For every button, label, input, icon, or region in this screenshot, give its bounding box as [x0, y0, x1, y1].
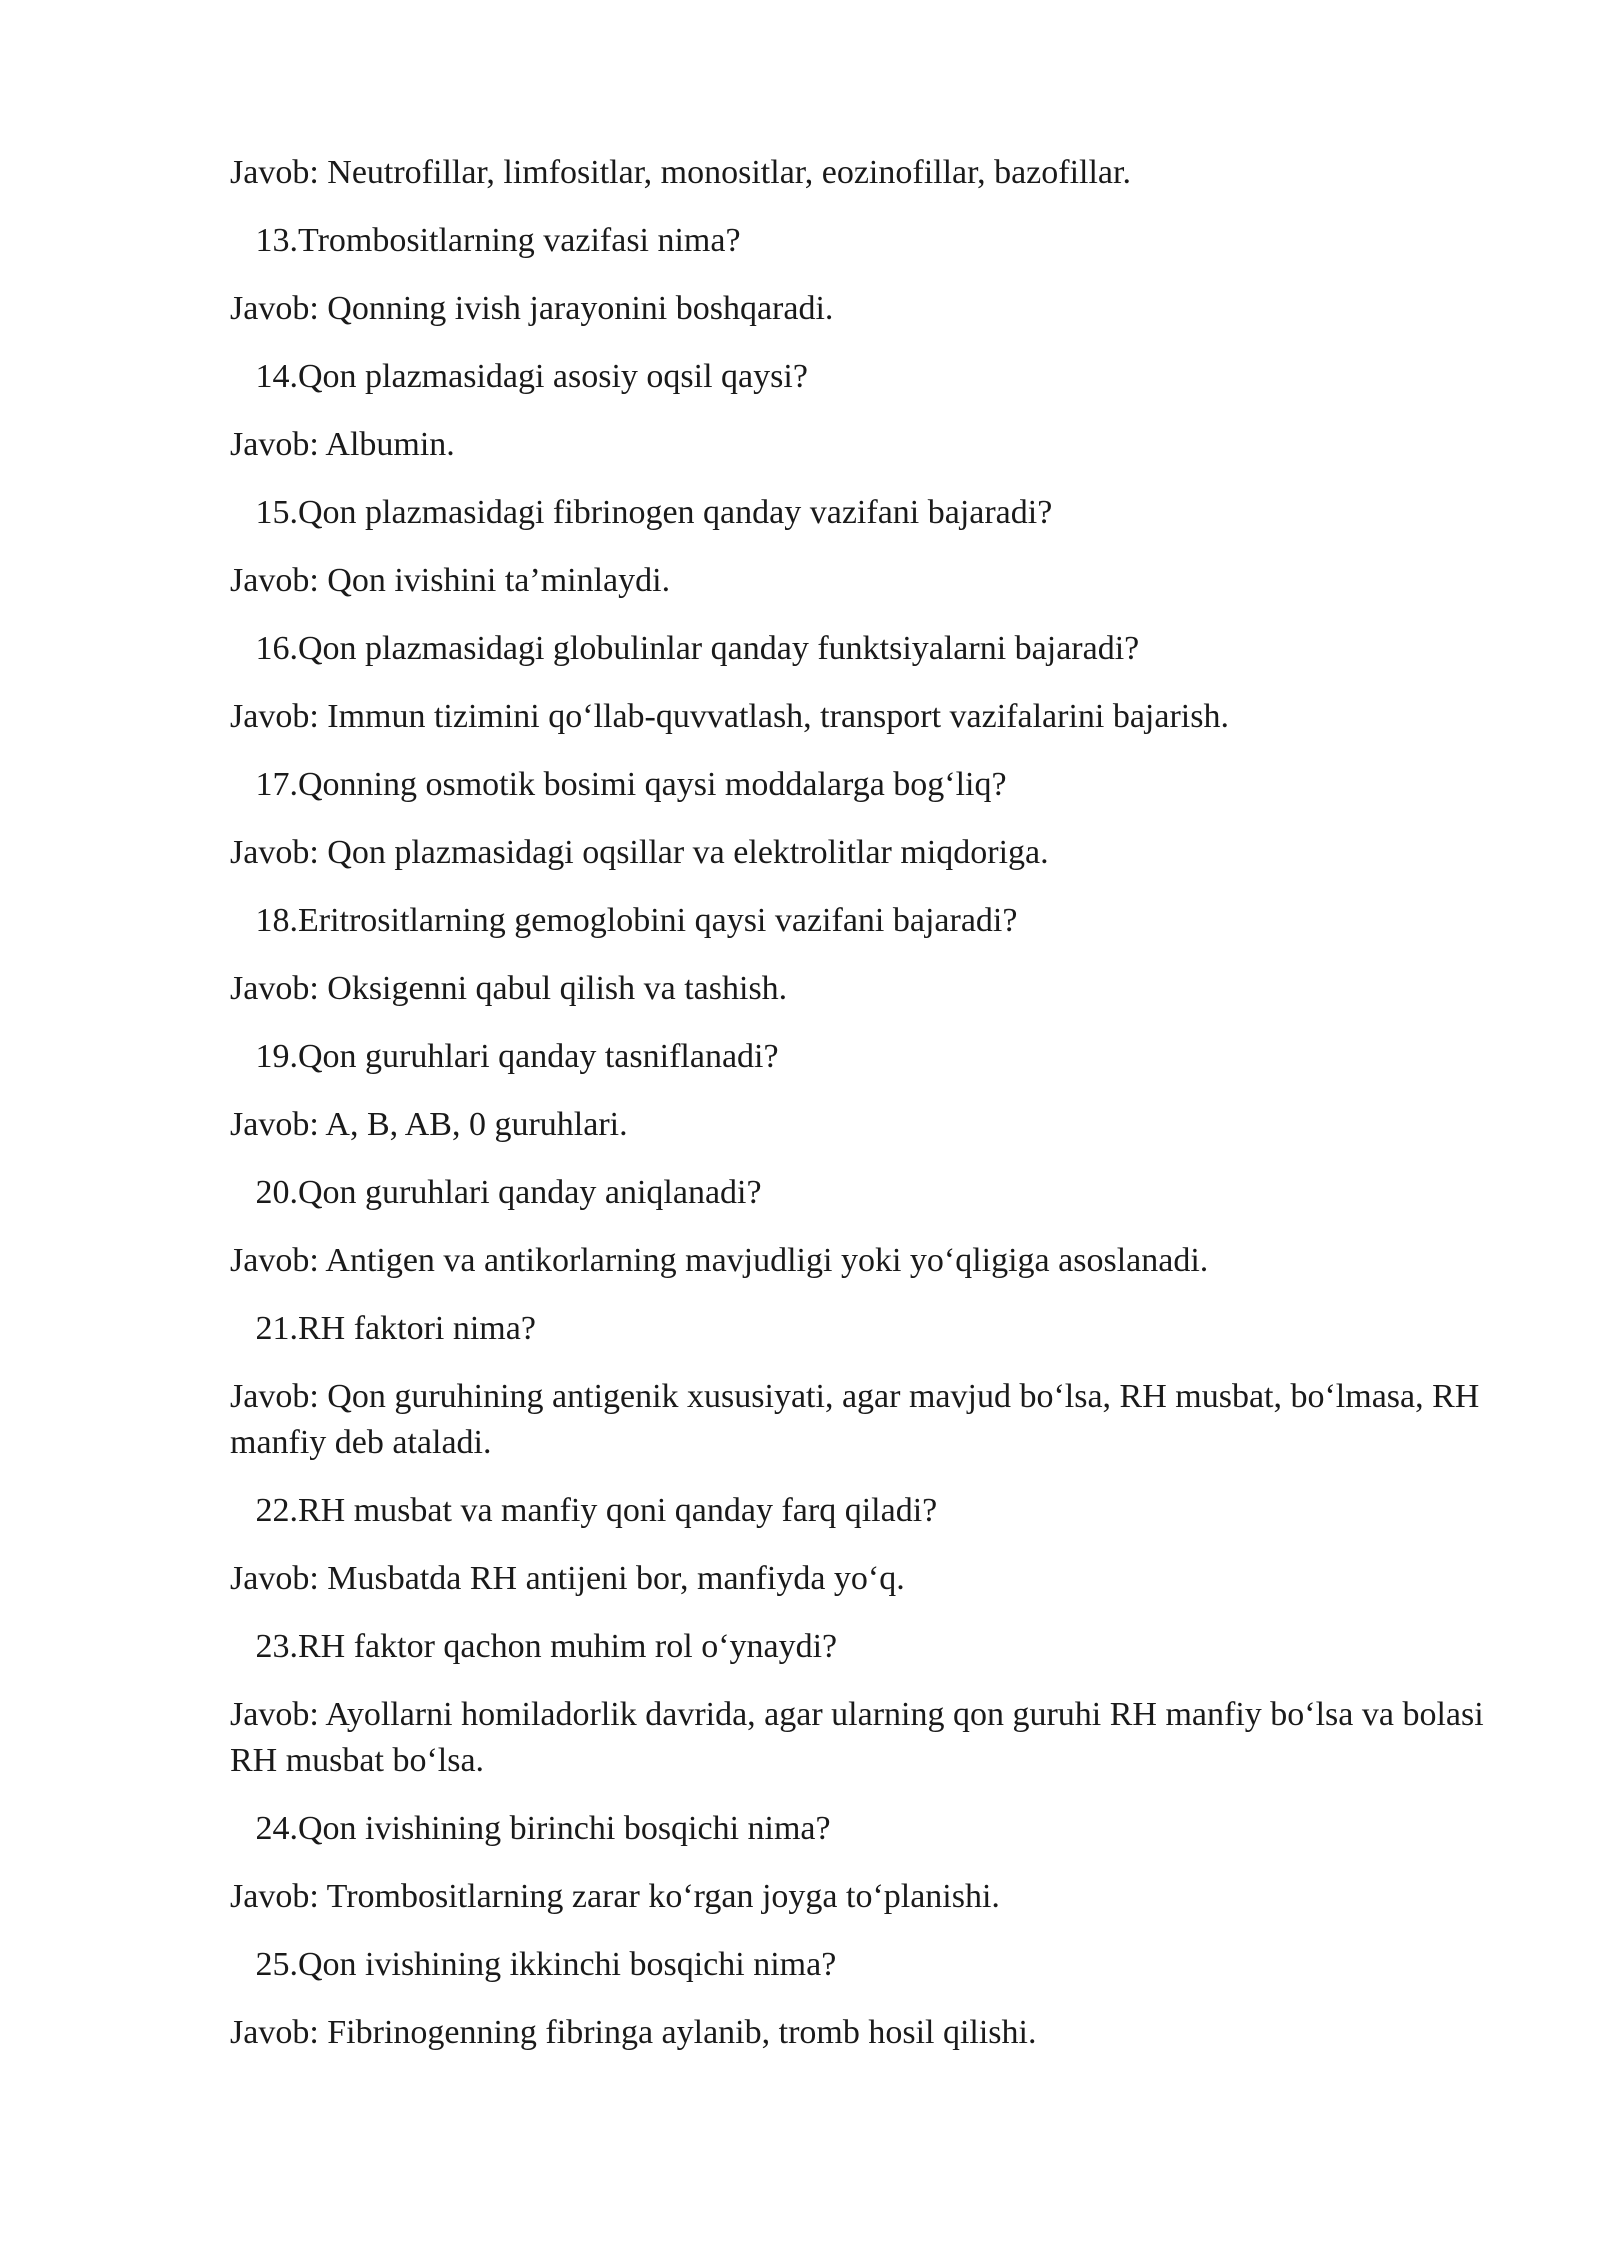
- question-item: [248, 1624, 1520, 1670]
- question-number: 17.: [255, 766, 298, 803]
- question-item: [248, 762, 1520, 808]
- answer-text: Javob: Qon ivishini ta’minlaydi.: [230, 562, 671, 599]
- question-text: Eritrositlarning gemoglobini qaysi vazifani bajaradi?: [298, 902, 1018, 939]
- answer-text: Javob: Qon plazmasidagi oqsillar va elektrolitlar miqdoriga.: [230, 834, 1049, 871]
- answer-text: Javob: Ayollarni homiladorlik davrida, agar ularning qon guruhi RH manfiy bo‘lsa va bolasi RH musbat bo‘lsa.: [230, 1696, 1484, 1779]
- answer-text: Javob: Albumin.: [230, 426, 455, 463]
- question-item: [248, 490, 1520, 536]
- question-number: 18.: [255, 902, 298, 939]
- question-item: [248, 1306, 1520, 1352]
- qa-list: [230, 150, 1520, 2056]
- question-item: [248, 1170, 1520, 1216]
- question-number: 22.: [255, 1492, 298, 1529]
- question-number: 14.: [255, 358, 298, 395]
- question-text: Qon guruhlari qanday aniqlanadi?: [298, 1174, 762, 1211]
- answer-text: Javob: Trombositlarning zarar ko‘rgan joyga to‘planishi.: [230, 1878, 1000, 1915]
- question-number: 23.: [255, 1628, 298, 1665]
- question-number: 21.: [255, 1310, 298, 1347]
- question-number: 15.: [255, 494, 298, 531]
- question-text: Qon ivishining birinchi bosqichi nima?: [298, 1810, 831, 1847]
- answer-text: Javob: Qon guruhining antigenik xususiyati, agar mavjud bo‘lsa, RH musbat, bo‘lmasa, RH manfiy deb ataladi.: [230, 1378, 1480, 1461]
- answer-text: Javob: Antigen va antikorlarning mavjudligi yoki yo‘qligiga asoslanadi.: [230, 1242, 1209, 1279]
- question-number: 20.: [255, 1174, 298, 1211]
- question-item: [248, 626, 1520, 672]
- question-item: [248, 1034, 1520, 1080]
- answer-text: Javob: Musbatda RH antijeni bor, manfiyda yo‘q.: [230, 1560, 905, 1597]
- question-number: 24.: [255, 1810, 298, 1847]
- question-number: 16.: [255, 630, 298, 667]
- question-text: Qonning osmotik bosimi qaysi moddalarga bog‘liq?: [298, 766, 1007, 803]
- answer-text: Javob: Immun tizimini qo‘llab-quvvatlash, transport vazifalarini bajarish.: [230, 698, 1229, 735]
- question-text: Qon ivishining ikkinchi bosqichi nima?: [298, 1946, 837, 1983]
- question-text: Trombositlarning vazifasi nima?: [298, 222, 741, 259]
- question-text: Qon plazmasidagi asosiy oqsil qaysi?: [298, 358, 808, 395]
- document-page: [230, 150, 1520, 2078]
- question-text: RH faktor qachon muhim rol o‘ynaydi?: [298, 1628, 838, 1665]
- question-number: 13.: [255, 222, 298, 259]
- question-item: [248, 218, 1520, 264]
- question-item: [248, 1806, 1520, 1852]
- question-number: 19.: [255, 1038, 298, 1075]
- answer-text: Javob: Oksigenni qabul qilish va tashish.: [230, 970, 788, 1007]
- question-text: RH musbat va manfiy qoni qanday farq qiladi?: [298, 1492, 938, 1529]
- question-item: [248, 1942, 1520, 1988]
- question-item: [248, 354, 1520, 400]
- question-number: 25.: [255, 1946, 298, 1983]
- question-text: Qon plazmasidagi fibrinogen qanday vazifani bajaradi?: [298, 494, 1053, 531]
- answer-text: Javob: Neutrofillar, limfositlar, monositlar, eozinofillar, bazofillar.: [230, 154, 1131, 191]
- question-text: Qon plazmasidagi globulinlar qanday funktsiyalarni bajaradi?: [298, 630, 1140, 667]
- question-text: RH faktori nima?: [298, 1310, 536, 1347]
- answer-text: Javob: Qonning ivish jarayonini boshqaradi.: [230, 290, 834, 327]
- answer-text: Javob: Fibrinogenning fibringa aylanib, tromb hosil qilishi.: [230, 2014, 1037, 2051]
- answer-text: Javob: A, B, AB, 0 guruhlari.: [230, 1106, 628, 1143]
- question-text: Qon guruhlari qanday tasniflanadi?: [298, 1038, 779, 1075]
- question-item: [248, 1488, 1520, 1534]
- question-item: [248, 898, 1520, 944]
